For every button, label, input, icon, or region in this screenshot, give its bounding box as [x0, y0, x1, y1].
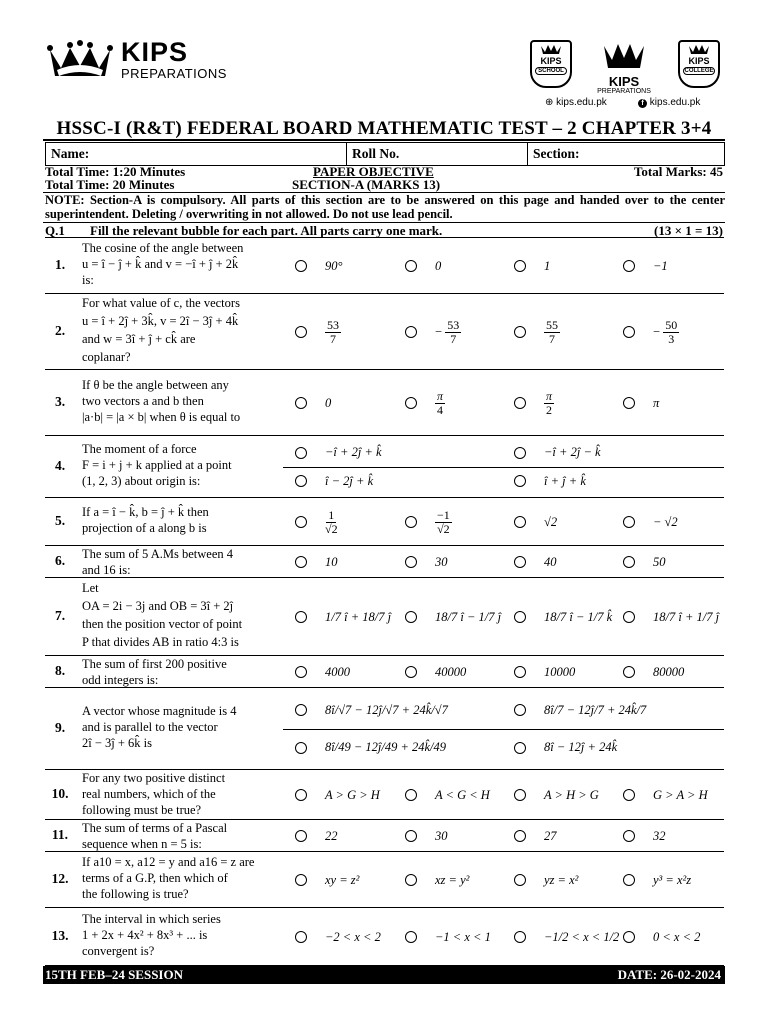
answer-option[interactable]: [514, 471, 586, 491]
option-label: −î + 2ĵ + k̂: [325, 445, 382, 460]
question-text-line: For what value of c, the vectors: [82, 296, 240, 310]
question-text-line: sequence when n = 5 is:: [82, 837, 202, 851]
option-label: A > G > H: [325, 787, 380, 802]
option-label: −1/2 < x < 1/2: [544, 929, 620, 944]
question-text-line: and w = 3î + ĵ + ck̂ are: [82, 332, 196, 346]
option-label: π: [653, 395, 660, 410]
crown-icon: [688, 44, 710, 54]
question-number: 1.: [54, 257, 66, 272]
bubble-icon[interactable]: [405, 397, 417, 409]
answer-option[interactable]: [623, 393, 659, 413]
website-link-2[interactable]: f kips.edu.pk: [638, 97, 700, 108]
question-text-line: P that divides AB in ratio 4:3 is: [82, 635, 239, 649]
question-row: [45, 238, 724, 294]
answer-option[interactable]: [623, 662, 684, 682]
bubble-icon[interactable]: [295, 516, 307, 528]
date-label: DATE: 26-02-2024: [617, 967, 721, 982]
option-label: 22: [325, 828, 338, 843]
option-label: 1/7 î + 18/7 ĵ: [325, 609, 392, 624]
question-row: [45, 688, 724, 770]
bubble-icon[interactable]: [295, 397, 307, 409]
question-text-line: 2î − 3ĵ + 6k̂ is: [82, 736, 153, 750]
time-total: Total Time: 1:20 Minutes: [45, 164, 186, 179]
question-row: [45, 656, 724, 688]
option-label: 18/7 î − 1/7 k̂: [544, 609, 613, 624]
bubble-icon[interactable]: [295, 260, 307, 272]
question-row: [45, 820, 724, 852]
bubble-icon[interactable]: [295, 830, 307, 842]
bubble-icon[interactable]: [623, 397, 635, 409]
answer-option[interactable]: [514, 552, 557, 572]
bubble-icon[interactable]: [295, 874, 307, 886]
crown-icon: [45, 38, 115, 82]
q1-marks: (13 × 1 = 13): [654, 223, 723, 238]
student-info-table: [45, 142, 725, 166]
answer-option[interactable]: [295, 700, 448, 720]
center-logo: KIPS PREPARATIONS: [596, 40, 652, 95]
session-label: 15TH FEB–24 SESSION: [45, 967, 183, 982]
bubble-icon[interactable]: [295, 666, 307, 678]
bubble-icon[interactable]: [405, 874, 417, 886]
answer-option[interactable]: [623, 256, 668, 276]
option-label: 0 < x < 2: [653, 929, 701, 944]
option-label: A < G < H: [435, 787, 490, 802]
question-row: [45, 852, 724, 908]
option-label: 18/7 î − 1/7 ĵ: [435, 609, 502, 624]
question-text: [82, 656, 282, 688]
question-row: [45, 578, 724, 656]
bubble-icon[interactable]: [295, 611, 307, 623]
brand-name: KIPS: [121, 37, 189, 67]
answer-option[interactable]: [295, 443, 382, 463]
option-label: xy = z²: [325, 872, 360, 887]
option-label: 90°: [325, 258, 343, 273]
answer-option[interactable]: [295, 607, 391, 627]
question-number: 5.: [54, 513, 66, 528]
bubble-icon[interactable]: [514, 397, 526, 409]
answer-option[interactable]: [405, 826, 448, 846]
option-label: 8î/7 − 12ĵ/7 + 24k̂/7: [544, 702, 647, 717]
bubble-icon[interactable]: [295, 931, 307, 943]
bubble-icon[interactable]: [623, 516, 635, 528]
question-text: [82, 911, 282, 959]
roll-field[interactable]: Roll No.: [347, 143, 528, 166]
answer-option[interactable]: [405, 317, 461, 346]
option-label: 4000: [325, 664, 350, 679]
crown-icon: [540, 44, 562, 54]
question-text-line: projection of a along b is: [82, 521, 207, 535]
question-text-line: F = i + j + k applied at a point: [82, 458, 232, 472]
answer-option[interactable]: [295, 662, 350, 682]
bubble-icon[interactable]: [514, 742, 526, 754]
bubble-icon[interactable]: [405, 931, 417, 943]
option-label: −2 < x < 2: [325, 929, 381, 944]
question-text-line: u = î + 2ĵ + 3k̂, v = 2î − 3ĵ + 4k̂: [82, 314, 239, 328]
question-number: 4.: [54, 458, 66, 473]
bubble-icon[interactable]: [623, 874, 635, 886]
question-number: 10.: [51, 786, 69, 801]
option-label: 8î − 12ĵ + 24k̂: [544, 740, 618, 755]
answer-option[interactable]: [295, 471, 373, 491]
answer-option[interactable]: [295, 738, 446, 758]
bubble-icon[interactable]: [405, 830, 417, 842]
option-label: 8î/49 − 12ĵ/49 + 24k̂/49: [325, 740, 447, 755]
bubble-icon[interactable]: [405, 260, 417, 272]
facebook-icon: f: [638, 99, 647, 108]
bubble-icon[interactable]: [295, 789, 307, 801]
question-text-line: real numbers, which of the: [82, 787, 216, 801]
option-label: 30: [435, 828, 448, 843]
answer-option[interactable]: [405, 256, 441, 276]
question-number: 11.: [51, 827, 69, 842]
q1-label: Q.1: [45, 223, 65, 238]
option-label: −1 < x < 1: [435, 929, 491, 944]
option-label: î + ĵ + k̂: [544, 473, 586, 488]
question-text: [82, 854, 282, 902]
question-number: 7.: [54, 608, 66, 623]
question-text: [82, 579, 282, 651]
question-number: 6.: [54, 553, 66, 568]
bubble-icon[interactable]: [405, 611, 417, 623]
bubble-icon[interactable]: [514, 789, 526, 801]
answer-option[interactable]: [623, 552, 666, 572]
answer-option[interactable]: [623, 317, 679, 346]
option-label: 10: [325, 554, 338, 569]
footer-bar: [43, 966, 725, 984]
question-text-line: For any two positive distinct: [82, 771, 226, 785]
question-text: [82, 546, 282, 578]
question-text-line: (1, 2, 3) about origin is:: [82, 474, 201, 488]
bubble-icon[interactable]: [623, 260, 635, 272]
question-row: [45, 498, 724, 546]
bubble-icon[interactable]: [623, 666, 635, 678]
total-marks: Total Marks: 45: [633, 164, 723, 179]
question-text-line: The sum of 5 A.Ms between 4: [82, 547, 234, 561]
option-label: 1: [544, 258, 551, 273]
answer-option[interactable]: [514, 738, 617, 758]
question-text-line: The cosine of the angle between: [82, 241, 244, 255]
answer-option[interactable]: [514, 927, 619, 947]
answer-option[interactable]: [514, 443, 601, 463]
question-text: [82, 703, 282, 751]
question-text-line: two vectors a and b then: [82, 394, 204, 408]
option-label: 8î/√7 − 12ĵ/√7 + 24k̂/√7: [325, 702, 448, 717]
question-text: [82, 504, 282, 536]
answer-option[interactable]: [514, 607, 612, 627]
bubble-icon[interactable]: [623, 611, 635, 623]
question-text-line: then the position vector of point: [82, 617, 243, 631]
question-text: [82, 441, 282, 489]
option-label: √2: [544, 514, 558, 529]
q1-instruction: Fill the relevant bubble for each part. All parts carry one mark.: [90, 223, 443, 238]
answer-option[interactable]: [514, 662, 575, 682]
answer-option[interactable]: [295, 785, 380, 805]
bubble-icon[interactable]: [514, 260, 526, 272]
option-label: 80000: [653, 664, 685, 679]
bubble-icon[interactable]: [514, 611, 526, 623]
bubble-icon[interactable]: [514, 874, 526, 886]
question-text: [82, 240, 282, 288]
bubble-icon[interactable]: [295, 326, 307, 338]
answer-option[interactable]: [623, 512, 678, 532]
bubble-icon[interactable]: [405, 666, 417, 678]
answer-option[interactable]: [514, 826, 557, 846]
option-label: 40000: [435, 664, 467, 679]
answer-option[interactable]: [514, 700, 646, 720]
answer-option[interactable]: [514, 388, 554, 417]
option-label: 10000: [544, 664, 576, 679]
answer-option[interactable]: [405, 870, 469, 890]
option-label: −1: [653, 258, 668, 273]
option-label: y³ = x²z: [653, 872, 692, 887]
name-field[interactable]: Name:: [46, 143, 347, 166]
option-label: $\frac{-1}{√2}$: [437, 507, 450, 536]
option-label: − √2: [653, 514, 678, 529]
question-text-line: |a·b| = |a × b| when θ is equal to: [82, 410, 241, 424]
option-label: î − 2ĵ + k̂: [325, 473, 374, 488]
question-text-line: The interval in which series: [82, 912, 221, 926]
option-label: − $\frac{50}{3}$: [653, 317, 678, 346]
question-text-line: coplanar?: [82, 350, 131, 364]
answer-option[interactable]: [405, 662, 466, 682]
option-label: 40: [544, 554, 557, 569]
option-label: xz = y²: [435, 872, 470, 887]
answer-option[interactable]: [623, 607, 719, 627]
question-number: 9.: [54, 720, 66, 735]
question-text-line: The sum of terms of a Pascal: [82, 821, 228, 835]
answer-option[interactable]: [405, 607, 501, 627]
option-label: 0: [435, 258, 442, 273]
question-text-line: The moment of a force: [82, 442, 197, 456]
option-label: G > A > H: [653, 787, 708, 802]
college-logo: KIPS COLLEGE: [678, 40, 720, 88]
option-label: $\frac{55}{7}$: [546, 317, 558, 346]
answer-option[interactable]: [295, 927, 381, 947]
bubble-icon[interactable]: [623, 556, 635, 568]
question-row: [45, 436, 724, 498]
bubble-icon[interactable]: [623, 789, 635, 801]
page-title: HSSC-I (R&T) FEDERAL BOARD MATHEMATIC TEST – 2 CHAPTER 3+4: [56, 118, 712, 139]
question-text-line: Let: [82, 581, 99, 595]
question-text: [82, 377, 282, 425]
title-rule: [43, 139, 725, 141]
option-label: 0: [325, 395, 332, 410]
question-text-line: The sum of first 200 positive: [82, 657, 227, 671]
section-label: SECTION-A (MARKS 13): [292, 177, 441, 192]
bubble-icon[interactable]: [623, 830, 635, 842]
question-text-line: If θ be the angle between any: [82, 378, 229, 392]
option-label: $\frac{53}{7}$: [327, 317, 339, 346]
answer-option[interactable]: [295, 552, 338, 572]
question-row: [45, 294, 724, 370]
option-divider: [283, 467, 724, 468]
answer-option[interactable]: [295, 826, 338, 846]
question-text-line: terms of a G.P, then which of: [82, 871, 228, 885]
question-text-line: following must be true?: [82, 803, 202, 817]
bubble-icon[interactable]: [514, 447, 526, 459]
option-label: $\frac{\pi}{4}$: [437, 388, 444, 417]
answer-option[interactable]: [623, 826, 666, 846]
bubble-icon[interactable]: [623, 326, 635, 338]
bubble-icon[interactable]: [405, 789, 417, 801]
bubble-icon[interactable]: [514, 704, 526, 716]
question-number: 2.: [54, 323, 66, 338]
option-label: A > H > G: [544, 787, 599, 802]
answer-option[interactable]: [295, 256, 343, 276]
question-text-line: is:: [82, 273, 94, 287]
option-label: 50: [653, 554, 666, 569]
bubble-icon[interactable]: [295, 704, 307, 716]
option-label: 32: [653, 828, 666, 843]
globe-icon: ⊕: [545, 97, 554, 108]
question-text: [82, 770, 282, 818]
crown-icon: [602, 40, 646, 70]
option-label: $\frac{1}{√2}$: [325, 507, 338, 536]
option-label: 30: [435, 554, 448, 569]
answer-option[interactable]: [295, 317, 341, 346]
answer-option[interactable]: [295, 507, 338, 536]
answer-option[interactable]: [405, 507, 452, 536]
website-link-1[interactable]: ⊕ kips.edu.pk: [545, 97, 607, 108]
question-text-line: 1 + 2x + 4x² + 8x³ + ... is: [82, 928, 208, 942]
question-text-line: odd integers is:: [82, 673, 159, 687]
bubble-icon[interactable]: [514, 516, 526, 528]
bubble-icon[interactable]: [514, 666, 526, 678]
question-row: [45, 546, 724, 578]
note: NOTE: Section-A is compulsory. All parts of this section are to be answered on this page and handed over to the center superintendent. Deleting / overwriting in not allowed. Do not use lead pencil.: [45, 193, 725, 221]
brand-sub: PREPARATIONS: [121, 66, 227, 81]
brand-logo: [45, 38, 227, 82]
question-text-line: the following is true?: [82, 887, 189, 901]
section-field[interactable]: Section:: [528, 143, 725, 166]
question-row: [45, 908, 724, 966]
option-label: −î + 2ĵ − k̂: [544, 445, 601, 460]
bubble-icon[interactable]: [405, 516, 417, 528]
answer-option[interactable]: [514, 870, 578, 890]
answer-option[interactable]: [405, 552, 448, 572]
question-number: 3.: [54, 394, 66, 409]
time-objective: Total Time: 20 Minutes: [45, 177, 175, 192]
answer-option[interactable]: [623, 785, 708, 805]
question-text-line: If a10 = x, a12 = y and a16 = z are: [82, 855, 255, 869]
bubble-icon[interactable]: [295, 475, 307, 487]
paper-label: PAPER OBJECTIVE: [313, 164, 434, 179]
question-text-line: A vector whose magnitude is 4: [82, 704, 237, 718]
bubble-icon[interactable]: [514, 326, 526, 338]
answer-option[interactable]: [295, 393, 331, 413]
answer-option[interactable]: [405, 785, 490, 805]
bubble-icon[interactable]: [623, 931, 635, 943]
question-text-line: and is parallel to the vector: [82, 720, 218, 734]
bubble-icon[interactable]: [514, 830, 526, 842]
option-divider: [283, 729, 724, 730]
bubble-icon[interactable]: [514, 931, 526, 943]
answer-option[interactable]: [405, 927, 491, 947]
answer-option[interactable]: [514, 785, 599, 805]
question-row: [45, 370, 724, 436]
question-text: [82, 820, 282, 852]
bubble-icon[interactable]: [295, 447, 307, 459]
question-number: 8.: [54, 663, 66, 678]
question-text-line: and 16 is:: [82, 563, 131, 577]
option-label: $\frac{\pi}{2}$: [546, 388, 553, 417]
bubble-icon[interactable]: [514, 475, 526, 487]
question-text: [82, 294, 282, 366]
option-label: 27: [544, 828, 557, 843]
question-text-line: OA = 2i − 3j and OB = 3î + 2ĵ: [82, 599, 234, 613]
answer-option[interactable]: [405, 388, 445, 417]
question-number: 12.: [51, 871, 69, 886]
question-text-line: u = î − ĵ + k̂ and v = −î + ĵ + 2k̂: [82, 257, 239, 271]
school-logo: KIPS SCHOOL: [530, 40, 572, 88]
answer-option[interactable]: [514, 317, 560, 346]
option-label: 18/7 î + 1/7 ĵ: [653, 609, 720, 624]
answer-option[interactable]: [514, 256, 550, 276]
question-number: 13.: [51, 928, 69, 943]
question-text-line: convergent is?: [82, 944, 155, 958]
answer-option[interactable]: [623, 870, 691, 890]
bubble-icon[interactable]: [295, 742, 307, 754]
answer-option[interactable]: [623, 927, 700, 947]
bubble-icon[interactable]: [514, 556, 526, 568]
option-label: yz = x²: [544, 872, 579, 887]
bubble-icon[interactable]: [405, 556, 417, 568]
answer-option[interactable]: [295, 870, 359, 890]
answer-option[interactable]: [514, 512, 557, 532]
bubble-icon[interactable]: [405, 326, 417, 338]
question-row: [45, 770, 724, 820]
bubble-icon[interactable]: [295, 556, 307, 568]
question-text-line: If a = î − k̂, b = ĵ + k̂ then: [82, 505, 209, 519]
option-label: − $\frac{53}{7}$: [435, 317, 460, 346]
